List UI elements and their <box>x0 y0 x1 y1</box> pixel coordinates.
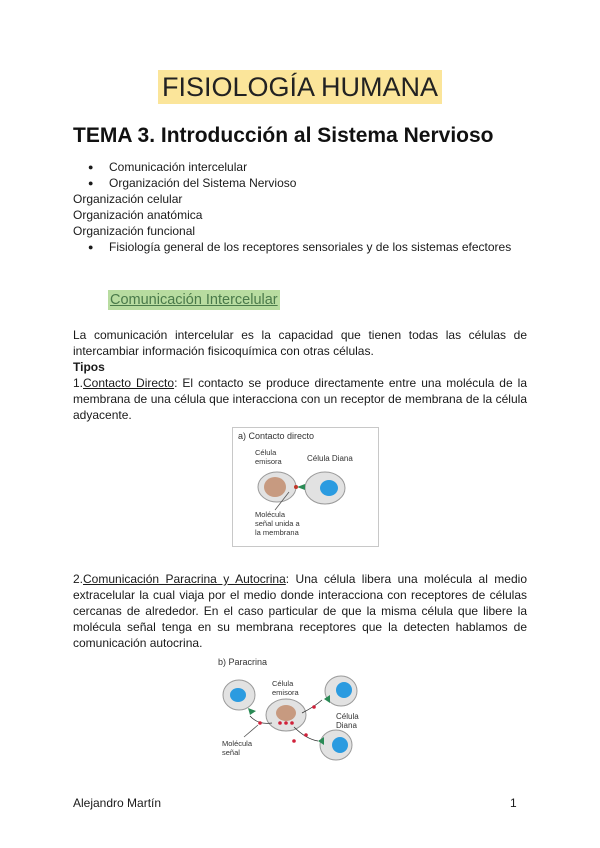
footer-author: Alejandro Martín <box>73 796 162 810</box>
diana-label: Célula Diana <box>336 712 359 730</box>
signal-molecule <box>294 485 298 489</box>
section-heading: Comunicación Intercelular <box>110 292 278 308</box>
diana-nucleus <box>230 688 246 702</box>
pointer-line <box>244 725 258 737</box>
figure-paracrina <box>214 653 380 768</box>
outline-plain-item: Organización anatómica <box>73 208 203 222</box>
outline-list-1 <box>73 159 296 191</box>
emisora-label: Célula emisora <box>255 448 282 466</box>
tipo2-term: Comunicación Paracrina y Autocrina <box>83 572 286 586</box>
receptor-shape <box>297 484 305 490</box>
signal-molecule <box>258 721 262 725</box>
figure-label: a) Contacto directo <box>238 431 315 441</box>
signal-molecule <box>304 733 308 737</box>
signal-molecule <box>290 721 294 725</box>
diana-nucleus <box>332 737 348 753</box>
list-item: ● Organización del Sistema Nervioso <box>73 175 296 191</box>
signal-path <box>302 700 322 713</box>
chapter-heading: TEMA 3. Introducción al Sistema Nervioso <box>73 124 494 147</box>
outline-list-2 <box>73 239 511 255</box>
tipo1-text: : El contacto se produce directamente entre una molécula de la membrana de una célula que interacciona con un receptor de membrana de la célula adyacente. <box>73 376 527 422</box>
tipo2-number: 2. <box>73 572 84 586</box>
signal-molecule <box>284 721 288 725</box>
list-item: ● Comunicación intercelular <box>73 159 296 175</box>
tipo2-paragraph <box>73 571 527 651</box>
intro-paragraph: La comunicación intercelular es la capacidad que tienen todas las células de intercambiar información fisicoquímica con otras células. <box>73 328 527 358</box>
title-container <box>0 70 600 104</box>
receptor-shape <box>248 708 256 715</box>
tipo1-paragraph <box>73 375 527 423</box>
tipos-heading: Tipos <box>73 360 105 374</box>
emisora-nucleus <box>276 705 296 721</box>
emisora-label: Célula emisora <box>272 679 299 697</box>
molecula-label: Molécula señal unida a la membrana <box>255 510 300 537</box>
emisora-nucleus <box>264 477 286 497</box>
page-number: 1 <box>510 796 517 810</box>
figure-contacto-directo <box>232 427 379 547</box>
list-item: ● Fisiología general de los receptores sensoriales y de los sistemas efectores <box>73 239 511 255</box>
outline-plain-item: Organización celular <box>73 192 183 206</box>
outline-plain-item: Organización funcional <box>73 224 196 238</box>
diana-nucleus <box>320 480 338 496</box>
signal-molecule <box>312 705 316 709</box>
tipo1-number: 1. <box>73 376 84 390</box>
diana-label: Célula Diana <box>307 454 353 463</box>
tipo1-term: Contacto Directo <box>83 376 175 390</box>
figure-label: b) Paracrina <box>218 657 268 667</box>
signal-molecule <box>278 721 282 725</box>
page-title: FISIOLOGÍA HUMANA <box>158 70 442 104</box>
diana-nucleus <box>336 682 352 698</box>
tipo2-text: : Una célula libera una molécula al medio extracelular la cual viaja por el medio donde interacciona con receptores de células cercanas de alrededor. En el caso particular de que la misma célula que libere la molécula señal tenga en su membrana receptores que la detecten hablamos de comunicación autocrina. <box>73 572 527 650</box>
signal-molecule <box>292 739 296 743</box>
molecula-label: Molécula señal <box>222 739 253 757</box>
